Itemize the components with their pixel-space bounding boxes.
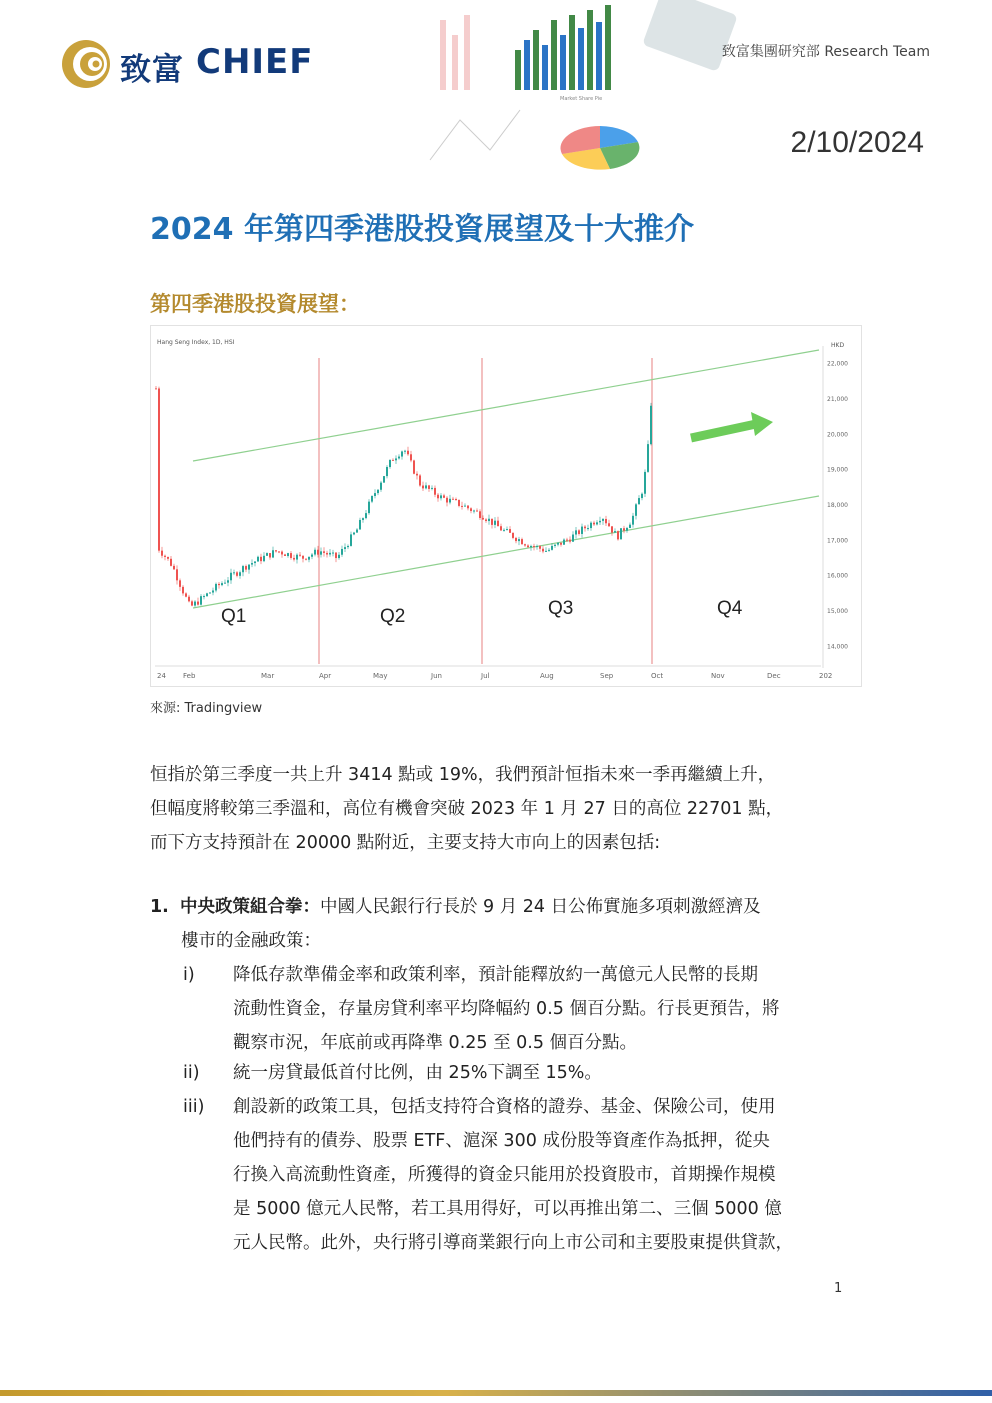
candle-body <box>173 566 175 569</box>
candle-body <box>365 513 367 518</box>
x-tick-label: Mar <box>261 672 275 680</box>
subpoint-line: 流動性資金，存量房貸利率平均降幅約 0.5 個百分點。行長更預告，將 <box>233 999 780 1019</box>
y-tick-label: 17,000 <box>827 537 848 545</box>
company-logo <box>60 38 370 90</box>
brand-name-cn: 致富 <box>120 52 184 88</box>
candle-body <box>284 554 286 556</box>
candle-body <box>272 550 274 557</box>
candle-body <box>179 580 181 587</box>
candle-body <box>341 549 343 555</box>
candle-body <box>287 553 289 556</box>
candle-body <box>593 523 595 525</box>
candle-body <box>506 529 508 530</box>
candle-body <box>455 499 457 500</box>
subpoint-line: 統一房貸最低首付比例，由 25%下調至 15%。 <box>233 1063 602 1083</box>
candle-body <box>614 531 616 532</box>
candle-body <box>491 519 493 525</box>
channel-lower-line <box>193 496 819 608</box>
candle-body <box>191 601 193 605</box>
page-number: 1 <box>834 1281 843 1296</box>
svg-text:Market Share Pie: Market Share Pie <box>560 96 603 102</box>
candle-body <box>254 562 256 564</box>
quarter-label: Q1 <box>221 606 247 627</box>
candle-body <box>635 504 637 515</box>
candle-body <box>533 546 535 547</box>
candle-body <box>551 546 553 550</box>
candle-body <box>620 528 622 539</box>
subpoint-line: 創設新的政策工具，包括支持符合資格的證券、基金、保險公司，使用 <box>233 1097 776 1117</box>
candle-body <box>512 533 514 538</box>
x-tick-label: Jul <box>481 672 490 680</box>
candle-body <box>515 538 517 541</box>
y-tick-label: 15,000 <box>827 608 848 615</box>
candle-body <box>185 593 187 596</box>
candle-body <box>521 539 523 544</box>
candle-body <box>560 543 562 545</box>
x-tick-label: May <box>373 672 388 680</box>
candle-body <box>464 506 466 507</box>
candle-body <box>611 526 613 532</box>
candle-body <box>320 551 322 554</box>
header-decorative-graphic <box>400 0 760 195</box>
candle-body <box>164 556 166 557</box>
candle-body <box>227 580 229 582</box>
candle-body <box>539 546 541 549</box>
candle-body <box>605 519 607 523</box>
candle-body <box>377 490 379 493</box>
candle-body <box>488 519 490 521</box>
candle-body <box>305 559 307 560</box>
candle-body <box>434 488 436 495</box>
candle-body <box>500 526 502 530</box>
candle-body <box>524 544 526 545</box>
candle-body <box>257 557 259 562</box>
candle-body <box>470 508 472 511</box>
candle-body <box>419 475 421 485</box>
candle-body <box>629 525 631 528</box>
candle-body <box>260 557 262 561</box>
candle-body <box>479 511 481 518</box>
intro-line: 恒指於第三季度一共上升 3414 點或 19%，我們預計恒指未來一季再繼續上升， <box>150 765 776 785</box>
y-tick-label: 18,000 <box>827 502 848 509</box>
candle-body <box>638 498 640 504</box>
candle-body <box>278 551 280 552</box>
candle-body <box>650 406 652 444</box>
candle-body <box>155 388 157 389</box>
candle-body <box>641 494 643 498</box>
candle-body <box>242 566 244 572</box>
candle-body <box>308 557 310 560</box>
candle-body <box>527 546 529 548</box>
candle-body <box>215 584 217 591</box>
candle-body <box>332 553 334 554</box>
candle-body <box>182 587 184 594</box>
candle-body <box>623 528 625 530</box>
subpoint-line: 觀察市況，年底前或再降準 0.25 至 0.5 個百分點。 <box>233 1033 638 1053</box>
candle-body <box>389 460 391 467</box>
candle-body <box>563 540 565 545</box>
y-tick-label: 16,000 <box>827 572 848 580</box>
candle-body <box>176 569 178 580</box>
candle-body <box>200 596 202 605</box>
candle-body <box>404 451 406 452</box>
candle-body <box>326 553 328 555</box>
candle-body <box>482 518 484 519</box>
candle-body <box>401 451 403 456</box>
candle-body <box>203 596 205 597</box>
candle-body <box>497 521 499 527</box>
candle-body <box>296 555 298 560</box>
candle-body <box>158 388 160 550</box>
candle-body <box>590 523 592 528</box>
point-1-number: 1. <box>150 897 169 917</box>
quarter-label: Q2 <box>380 606 406 627</box>
research-team-label: 致富集團研究部 Research Team <box>721 44 930 60</box>
candle-body <box>473 511 475 512</box>
candle-body <box>437 495 439 499</box>
candle-body <box>350 534 352 546</box>
up-arrow-icon <box>691 412 773 438</box>
y-tick-label: 21,000 <box>827 396 848 403</box>
candle-body <box>422 486 424 489</box>
candle-body <box>380 483 382 490</box>
candle-body <box>233 572 235 573</box>
candle-body <box>221 583 223 585</box>
candle-body <box>335 553 337 559</box>
candle-body <box>167 557 169 559</box>
chart-title: Hang Seng Index, 1D, HSI <box>157 339 235 346</box>
brand-name-en: CHIEF <box>196 42 314 82</box>
candle-body <box>413 460 415 473</box>
candle-body <box>362 518 364 520</box>
channel-upper-line <box>193 350 819 461</box>
candle-body <box>518 539 520 541</box>
candle-body <box>542 549 544 552</box>
candle-body <box>344 547 346 549</box>
candle-body <box>398 457 400 459</box>
candle-body <box>647 444 649 472</box>
candle-body <box>269 553 271 557</box>
candle-body <box>503 530 505 531</box>
candle-body <box>548 550 550 551</box>
candle-body <box>536 546 538 547</box>
y-tick-label: 19,000 <box>827 466 848 474</box>
subpoint-marker: ii) <box>183 1063 200 1083</box>
candle-body <box>383 476 385 483</box>
candle-body <box>197 602 199 605</box>
candle-body <box>281 552 283 555</box>
subpoint-line: 降低存款準備金率和政策利率，預計能釋放約一萬億元人民幣的長期 <box>233 965 758 985</box>
subpoint-line: 他們持有的債券、股票 ETF、滬深 300 成份股等資產作為抵押，從央 <box>233 1131 770 1151</box>
candle-body <box>599 521 601 522</box>
candle-body <box>230 573 232 581</box>
candle-body <box>224 583 226 584</box>
point-1-text: 中國人民銀行行長於 9 月 24 日公佈實施多項刺激經濟及 <box>319 897 761 917</box>
candle-body <box>356 530 358 533</box>
candle-body <box>368 502 370 513</box>
candle-body <box>410 454 412 460</box>
candle-body <box>476 511 478 512</box>
x-tick-label: Aug <box>540 672 554 680</box>
candle-body <box>239 572 241 576</box>
candle-body <box>449 499 451 503</box>
logo-mark-icon <box>60 38 112 90</box>
intro-paragraph <box>150 758 850 860</box>
candle-body <box>392 460 394 461</box>
x-tick-label: Apr <box>319 672 332 680</box>
hsi-chart-svg <box>151 326 861 686</box>
candle-body <box>566 540 568 541</box>
subpoint-line: 行換入高流動性資產，所獲得的資金只能用於投資股市，首期操作規模 <box>233 1165 776 1185</box>
candle-body <box>395 458 397 460</box>
candle-body <box>323 551 325 553</box>
x-tick-label: 24 <box>157 672 166 680</box>
candle-body <box>587 528 589 529</box>
candle-body <box>302 556 304 559</box>
chart-source: 來源: Tradingview <box>150 701 263 716</box>
x-tick-label: Dec <box>767 672 781 680</box>
candle-body <box>275 550 277 551</box>
hsi-chart <box>150 325 862 687</box>
candle-body <box>572 535 574 542</box>
candle-body <box>374 493 376 496</box>
candle-body <box>359 520 361 530</box>
candle-body <box>329 553 331 555</box>
candle-body <box>425 485 427 488</box>
subpoint-i <box>183 958 853 1060</box>
page-title: 2024 年第四季港股投資展望及十大推介 <box>150 212 694 247</box>
candle-body <box>194 602 196 606</box>
candle-body <box>212 590 214 592</box>
footer-bar <box>0 1390 992 1396</box>
candle-body <box>530 546 532 547</box>
point-1-text-cont: 樓市的金融政策： <box>181 931 321 951</box>
candle-body <box>206 593 208 596</box>
candle-body <box>578 530 580 534</box>
subpoint-ii <box>183 1056 853 1090</box>
candle-body <box>431 488 433 489</box>
candle-body <box>596 522 598 524</box>
candle-body <box>581 527 583 534</box>
candle-body <box>626 528 628 531</box>
candle-body <box>602 519 604 521</box>
candle-body <box>245 566 247 570</box>
candle-body <box>446 498 448 503</box>
candle-body <box>452 499 454 500</box>
candle-body <box>428 485 430 489</box>
y-tick-label: 14,000 <box>827 643 848 651</box>
candle-body <box>632 516 634 525</box>
y-unit-label: HKD <box>831 342 845 349</box>
x-tick-label: 202 <box>819 672 833 680</box>
candle-body <box>317 550 319 555</box>
point-1-line-1 <box>150 890 850 924</box>
subpoint-line: 是 5000 億元人民幣，若工具用得好，可以再推出第二、三個 5000 億 <box>233 1199 782 1219</box>
candle-body <box>161 551 163 556</box>
quarter-label: Q4 <box>717 598 743 619</box>
candle-body <box>209 593 211 594</box>
candle-body <box>608 523 610 526</box>
candle-body <box>467 506 469 509</box>
subpoint-line: 元人民幣。此外，央行將引導商業銀行向上市公司和主要股東提供貸款， <box>233 1233 793 1253</box>
intro-line: 但幅度將較第三季溫和，高位有機會突破 2023 年 1 月 27 日的高位 22701 點， <box>150 799 784 819</box>
candle-body <box>644 472 646 494</box>
subpoint-marker: iii) <box>183 1097 205 1117</box>
candle-body <box>617 531 619 539</box>
candle-body <box>299 555 301 556</box>
candle-body <box>263 556 265 561</box>
x-tick-label: Nov <box>711 672 725 680</box>
intro-line: 而下方支持預計在 20000 點附近，主要支持大市向上的因素包括: <box>150 833 661 853</box>
candle-body <box>557 543 559 545</box>
candle-body <box>188 597 190 602</box>
candle-body <box>347 546 349 547</box>
candle-body <box>293 558 295 560</box>
candle-body <box>554 545 556 546</box>
candle-body <box>509 529 511 533</box>
candle-body <box>290 553 292 558</box>
candle-body <box>584 527 586 529</box>
y-tick-label: 20,000 <box>827 431 848 439</box>
x-tick-label: Oct <box>651 672 664 680</box>
subpoint-iii <box>183 1090 853 1260</box>
candle-body <box>170 559 172 566</box>
candle-body <box>461 506 463 507</box>
x-tick-label: Sep <box>600 672 614 680</box>
candle-body <box>386 467 388 476</box>
candle-body <box>311 555 313 557</box>
candle-body <box>458 500 460 506</box>
candle-body <box>371 496 373 502</box>
candle-body <box>314 550 316 555</box>
candle-body <box>485 519 487 521</box>
candle-body <box>545 551 547 552</box>
candle-body <box>494 521 496 525</box>
candle-body <box>266 553 268 556</box>
report-date: 2/10/2024 <box>790 126 924 159</box>
candle-body <box>353 533 355 535</box>
candle-body <box>338 555 340 558</box>
candle-body <box>440 495 442 498</box>
candle-body <box>236 572 238 576</box>
candle-body <box>407 451 409 455</box>
candle-body <box>218 584 220 585</box>
candle-body <box>575 530 577 534</box>
x-tick-label: Feb <box>183 672 196 680</box>
candle-body <box>416 474 418 476</box>
point-1 <box>150 890 850 958</box>
y-tick-label: 22,000 <box>827 360 848 368</box>
subpoint-marker: i) <box>183 965 195 985</box>
candle-body <box>569 540 571 542</box>
section-heading: 第四季港股投資展望： <box>150 292 360 316</box>
candle-body <box>248 565 250 570</box>
x-tick-label: Jun <box>431 672 442 680</box>
quarter-label: Q3 <box>548 598 574 619</box>
candle-body <box>443 495 445 497</box>
candle-body <box>251 563 253 565</box>
point-1-heading: 中央政策組合拳： <box>179 897 320 917</box>
